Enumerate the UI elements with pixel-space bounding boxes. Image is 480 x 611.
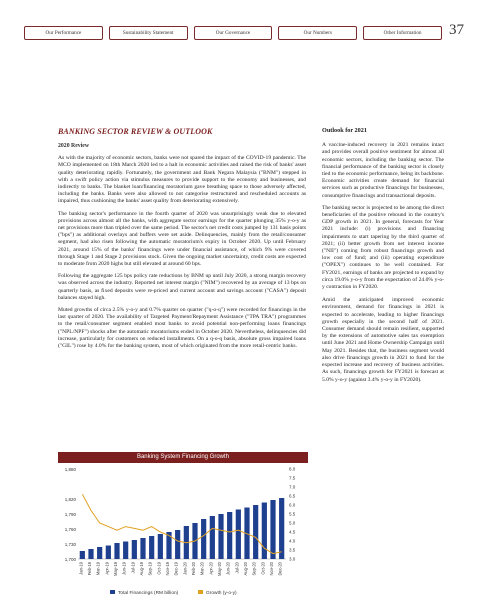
left-axis-tick-label: 1,820 xyxy=(64,497,76,502)
right-axis-tick-label: 5.0 xyxy=(289,520,296,526)
right-axis-tick-label: 4.0 xyxy=(289,538,296,544)
category-tick-label: Jul-20 xyxy=(234,562,240,574)
chart-svg xyxy=(58,463,308,600)
tab-our-numbers[interactable]: Our Numbers xyxy=(278,26,357,40)
right-axis-tick-label: 5.5 xyxy=(289,511,296,517)
tab-sustainability-statement[interactable]: Sustainability Statement xyxy=(109,26,188,40)
category-tick-label: May-20 xyxy=(217,562,222,576)
outlook-paragraph-1: A vaccine-induced recovery in 2021 remains intact and provides overall positive sentiment for almost all economic sectors, including the banking sector. The financial performance of the banking sector is closely tied to the economic performance, being its backbone. Economic activities create demand for financial services such as productive financings for businesses, consumptive financings and transactional deposits. xyxy=(322,142,444,199)
review-paragraph-4: Muted growths of circa 2.5% y-o-y and 0.7% quarter on quarter ("q-o-q") were recorded for financings in the last quarter of 2020. The availability of Targeted Payment/Repayment Assistance ("TPA TRA") programmes to the retail/consumer segment enabled most banks to avoid potential non-performing loans financings ("NPL/NPF") shocks after the automatic moratoriums ended in October 2020. Nevertheless, delinquencies did increase, particularly for customers on reduced installments. On a q-o-q basis, absolute gross impaired loans ("GIL") rose by 4.0% for the banking system, most of which originated from the more retail-centric banks. xyxy=(58,307,306,350)
category-tick-label: Sep-20 xyxy=(251,562,257,576)
financing-bar xyxy=(149,536,154,559)
category-tick-label: Apr-20 xyxy=(208,562,214,575)
category-tick-label: Oct-19 xyxy=(156,562,162,575)
tab-our-governance[interactable]: Our Governance xyxy=(194,26,273,40)
growth-line xyxy=(82,494,281,553)
category-tick-label: Aug-20 xyxy=(243,562,248,576)
financing-bar xyxy=(175,530,180,559)
financing-bar xyxy=(97,547,102,559)
financing-bar xyxy=(270,500,275,559)
financing-bar xyxy=(106,546,111,560)
financing-bar xyxy=(210,516,215,559)
left-column xyxy=(58,143,306,355)
right-axis-tick-label: 8.0 xyxy=(289,466,296,472)
financing-bar xyxy=(262,503,267,560)
financing-bar xyxy=(88,549,93,559)
tab-our-performance[interactable]: Our Performance xyxy=(24,26,103,40)
review-paragraph-3: Following the aggregate 125 bps policy rate reductions by BNM up until July 2020, a strong margin recovery was observed across the industry. Reported net interest margin ("NIM") recovered by an average of 13 bps on quarterly basis, as fixed deposits were re-priced and current account and savings account ("CASA") deposit balances stayed high. xyxy=(58,273,306,301)
category-tick-label: Mar-19 xyxy=(95,562,101,576)
right-axis-tick-label: 4.5 xyxy=(289,529,296,535)
category-tick-label: Nov-19 xyxy=(165,562,170,576)
review-subheading: 2020 Review xyxy=(58,143,90,149)
financing-bar xyxy=(114,543,119,559)
outlook-subheading: Outlook for 2021 xyxy=(322,127,367,134)
category-tick-label: Oct-20 xyxy=(260,562,266,575)
financing-bar xyxy=(218,514,223,559)
category-tick-label: Jan-20 xyxy=(182,562,188,575)
category-tick-label: Aug-19 xyxy=(139,562,144,576)
right-axis-tick-label: 6.0 xyxy=(289,502,296,508)
tab-other-information[interactable]: Other Information xyxy=(363,26,442,40)
category-tick-label: Jan-19 xyxy=(78,562,84,575)
financing-bar xyxy=(80,551,85,559)
right-axis-tick-label: 6.5 xyxy=(289,493,296,499)
financing-bar xyxy=(123,542,128,560)
left-axis-tick-label: 1,760 xyxy=(64,527,76,532)
category-tick-label: Dec-19 xyxy=(173,562,179,576)
financing-bar xyxy=(132,540,137,559)
chart-title: Banking System Financing Growth xyxy=(58,452,308,463)
outlook-paragraph-2: The banking sector is projected to be among the direct beneficiaries of the positive rebound in the country's GDP growth in 2021. In general, forecasts for Year 2021 include: (i) provisions and financing impairments to start tapering by the third quarter of 2021; (ii) better growth from net interest income ("NII") coming from robust financings growth and low cost of fund; and (iii) operating expenditure ("OPEX") continues to be well contained. For FY2021, earnings of banks are projected to expand by circa 19.0% y-o-y from the expectation of 24.0% y-o-y contraction in FY2020. xyxy=(322,204,444,291)
page-number: 37 xyxy=(449,22,464,38)
right-axis-tick-label: 7.5 xyxy=(289,475,296,481)
right-axis-tick-label: 3.5 xyxy=(289,547,296,553)
legend-swatch-growth xyxy=(198,590,203,594)
financing-growth-chart xyxy=(58,452,308,600)
financing-bar xyxy=(236,510,241,560)
outlook-paragraph-3: Amid the anticipated improved economic environment, demand for financings in 2021 is expected to accelerate, leading to higher financings growth especially in the second half of 2021. Consumer demand should remain resilient, supported by the extensions of automotive sales tax exemption until June 2021 and Home Ownership Campaign until May 2021. Besides that, the business segment would also drive financings growth in 2021 to fund for the expected increase and recovery of business activities. As such, financings growth for FY2021 is forecast at 5.0% y-o-y (against 3.4% y-o-y in FY2020). xyxy=(322,297,444,383)
legend-swatch-financings xyxy=(110,590,115,594)
legend-label-growth: Growth (y-o-y) xyxy=(206,591,237,596)
category-tick-label: Dec-20 xyxy=(277,562,283,576)
financing-bar xyxy=(158,534,163,559)
right-column xyxy=(322,127,444,389)
review-paragraph-1: As with the majority of economic sectors, banks were not spared the impact of the COVID-19 pandemic. The MCO implemented on 18th March 2020 led to a halt in economic activities and raised the risk of banks' asset quality deteriorating rapidly. Fortunately, the government and Bank Negara Malaysia ("BNM") stepped in with a swift policy action via stimulus measures to provide support to the economy and businesses, and indirectly to banks. The blanket loan/financing moratorium gave breathing space to those adversely affected, including the banks. Banks were also allowed to not categorise restructured and rescheduled accounts as impaired, thus cushioning the banks' asset quality from deteriorating extensively. xyxy=(58,155,306,205)
financing-bar xyxy=(279,498,284,559)
category-tick-label: Apr-19 xyxy=(104,562,110,575)
review-paragraph-2: The banking sector's performance in the fourth quarter of 2020 was unsurprisingly weak due to elevated provisions across almost all the banks, with aggregate sector earnings for the quarter plunging 35% y-o-y as net provisions more than tripled over the same period. The sector's net credit costs jumped by 131 basis points ("bps") as additional overlays and buffers were set aside. Delinquencies, mainly from the retail/consumer segment, had also risen following the automatic moratorium's expiry in October 2020. Up until February 2021, around 15% of the banks' financings were under financial assistance, of which 9% were covered through Stage 1 and Stage 2 provisions stock. Given the ongoing market uncertainty, credit costs are expected to moderate from 2020 highs but still elevated at around 60 bps. xyxy=(58,210,306,268)
financing-bar xyxy=(253,505,258,559)
right-axis-tick-label: 3.0 xyxy=(289,556,296,562)
left-axis-tick-label: 1,880 xyxy=(64,467,76,472)
category-tick-label: Jun-20 xyxy=(225,562,231,575)
category-tick-label: Mar-20 xyxy=(199,562,205,576)
financing-bar xyxy=(140,538,145,559)
category-tick-label: May-19 xyxy=(113,562,118,576)
financing-bar xyxy=(227,512,232,559)
category-tick-label: Jul-19 xyxy=(130,562,136,574)
category-tick-label: Feb-20 xyxy=(191,562,196,576)
left-axis-tick-label: 1,730 xyxy=(64,542,76,547)
category-tick-label: Jun-19 xyxy=(121,562,127,575)
left-axis-tick-label: 1,700 xyxy=(64,557,76,562)
category-tick-label: Feb-19 xyxy=(87,562,92,576)
left-axis-tick-label: 1,790 xyxy=(64,512,76,517)
top-navigation xyxy=(24,26,442,40)
category-tick-label: Sep-19 xyxy=(147,562,153,576)
category-tick-label: Nov-20 xyxy=(269,562,274,576)
legend-label-financings: Total Financings (RM billion) xyxy=(118,591,179,596)
right-axis-tick-label: 7.0 xyxy=(289,484,296,490)
section-title: BANKING SECTOR REVIEW & OUTLOOK xyxy=(58,127,213,136)
financing-bar xyxy=(201,519,206,559)
